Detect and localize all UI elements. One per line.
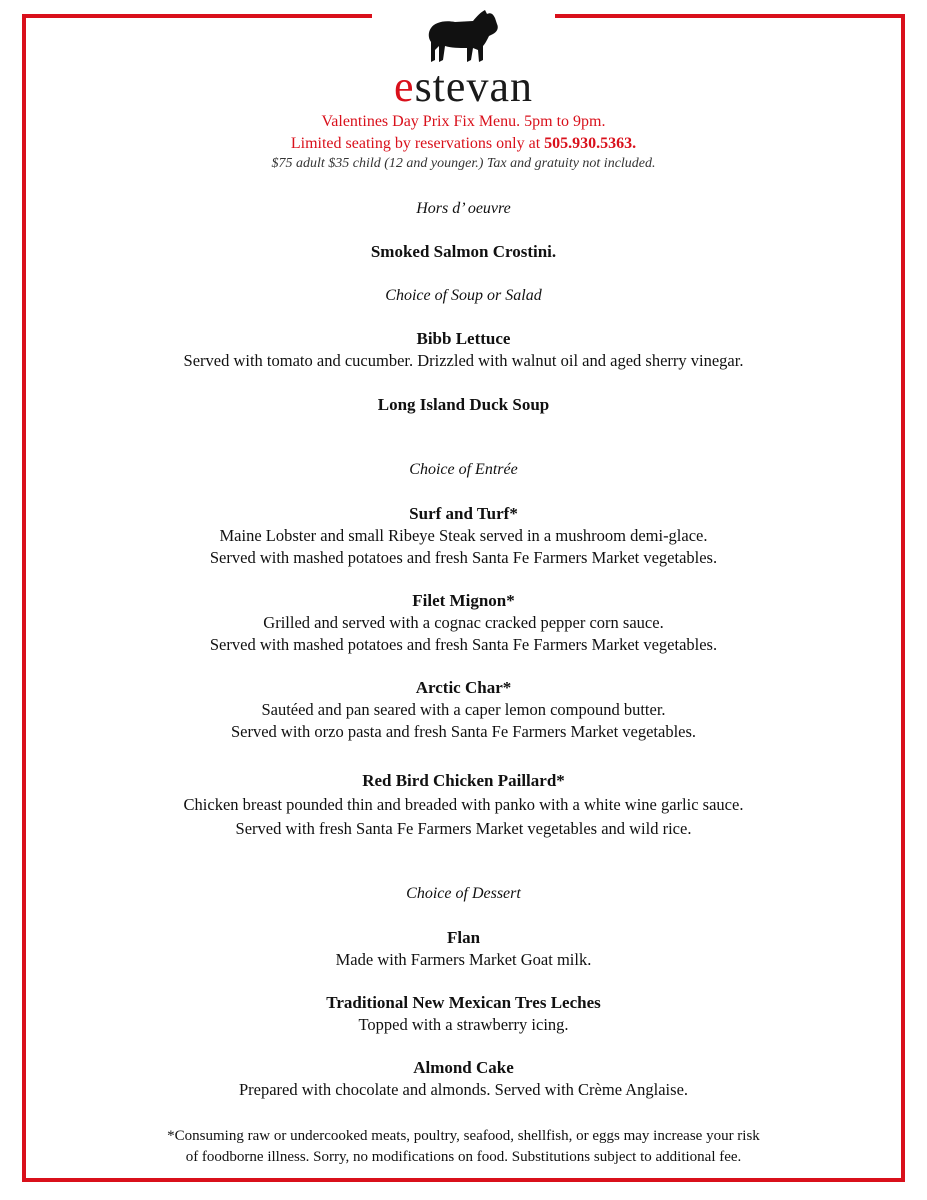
reservation-text: Limited seating by reservations only at (290, 135, 545, 152)
section-heading-entree: Choice of Entrée (409, 461, 518, 478)
frame-left (22, 14, 26, 1182)
hours-line: Valentines Day Prix Fix Menu. 5pm to 9pm. (321, 113, 606, 130)
dish-duck-soup: Long Island Duck Soup (377, 395, 550, 414)
brand-name (0, 64, 927, 110)
brand-initial: e (394, 62, 415, 111)
footer-disclaimer-1: *Consuming raw or undercooked meats, poultry, seafood, shellfish, or eggs may increase your risk (167, 1128, 760, 1144)
pricing-line: $75 adult $35 child (12 and younger.) Tax and gratuity not included. (271, 156, 656, 171)
dish-arctic-char-desc-1: Sautéed and pan seared with a caper lemon compound butter. (261, 700, 666, 719)
dish-bibb-lettuce-desc: Served with tomato and cucumber. Drizzled with walnut oil and aged sherry vinegar. (183, 351, 744, 370)
dish-flan-desc: Made with Farmers Market Goat milk. (335, 950, 592, 969)
frame-top-right (555, 14, 905, 18)
dish-filet-mignon: Filet Mignon* (412, 591, 515, 610)
dish-surf-and-turf: Surf and Turf* (409, 504, 518, 523)
reservation-line (0, 134, 927, 154)
frame-bottom (22, 1178, 905, 1182)
dish-smoked-salmon: Smoked Salmon Crostini. (370, 242, 557, 261)
section-heading-hors: Hors d’ oeuvre (416, 200, 511, 217)
dish-arctic-char: Arctic Char* (415, 678, 512, 697)
dish-almond-cake-desc: Prepared with chocolate and almonds. Served with Crème Anglaise. (238, 1080, 689, 1099)
frame-right (901, 14, 905, 1182)
dish-flan: Flan (446, 928, 481, 947)
section-heading-dessert: Choice of Dessert (406, 885, 521, 902)
dish-tres-leches-desc: Topped with a strawberry icing. (358, 1015, 569, 1034)
dish-chicken-paillard-desc-1: Chicken breast pounded thin and breaded with panko with a white wine garlic sauce. (183, 795, 744, 814)
dish-chicken-paillard: Red Bird Chicken Paillard* (362, 771, 565, 790)
phone-number: 505.930.5363. (544, 135, 637, 152)
dish-filet-mignon-desc-2: Served with mashed potatoes and fresh Santa Fe Farmers Market vegetables. (209, 635, 718, 654)
frame-top-left (22, 14, 372, 18)
dish-almond-cake: Almond Cake (413, 1058, 514, 1077)
dish-tres-leches: Traditional New Mexican Tres Leches (326, 993, 601, 1012)
dish-arctic-char-desc-2: Served with orzo pasta and fresh Santa Fe Farmers Market vegetables. (230, 722, 697, 741)
bull-silhouette-icon (425, 6, 503, 66)
dish-surf-and-turf-desc-2: Served with mashed potatoes and fresh Santa Fe Farmers Market vegetables. (209, 548, 718, 567)
dish-filet-mignon-desc-1: Grilled and served with a cognac cracked pepper corn sauce. (263, 613, 664, 632)
dish-surf-and-turf-desc-1: Maine Lobster and small Ribeye Steak served in a mushroom demi-glace. (219, 526, 708, 545)
section-heading-soup-salad: Choice of Soup or Salad (385, 287, 542, 304)
dish-bibb-lettuce: Bibb Lettuce (416, 329, 511, 348)
footer-disclaimer-2: of foodborne illness. Sorry, no modifications on food. Substitutions subject to additional fee. (185, 1149, 742, 1165)
brand-rest: stevan (414, 62, 533, 111)
dish-chicken-paillard-desc-2: Served with fresh Santa Fe Farmers Market vegetables and wild rice. (235, 819, 692, 838)
